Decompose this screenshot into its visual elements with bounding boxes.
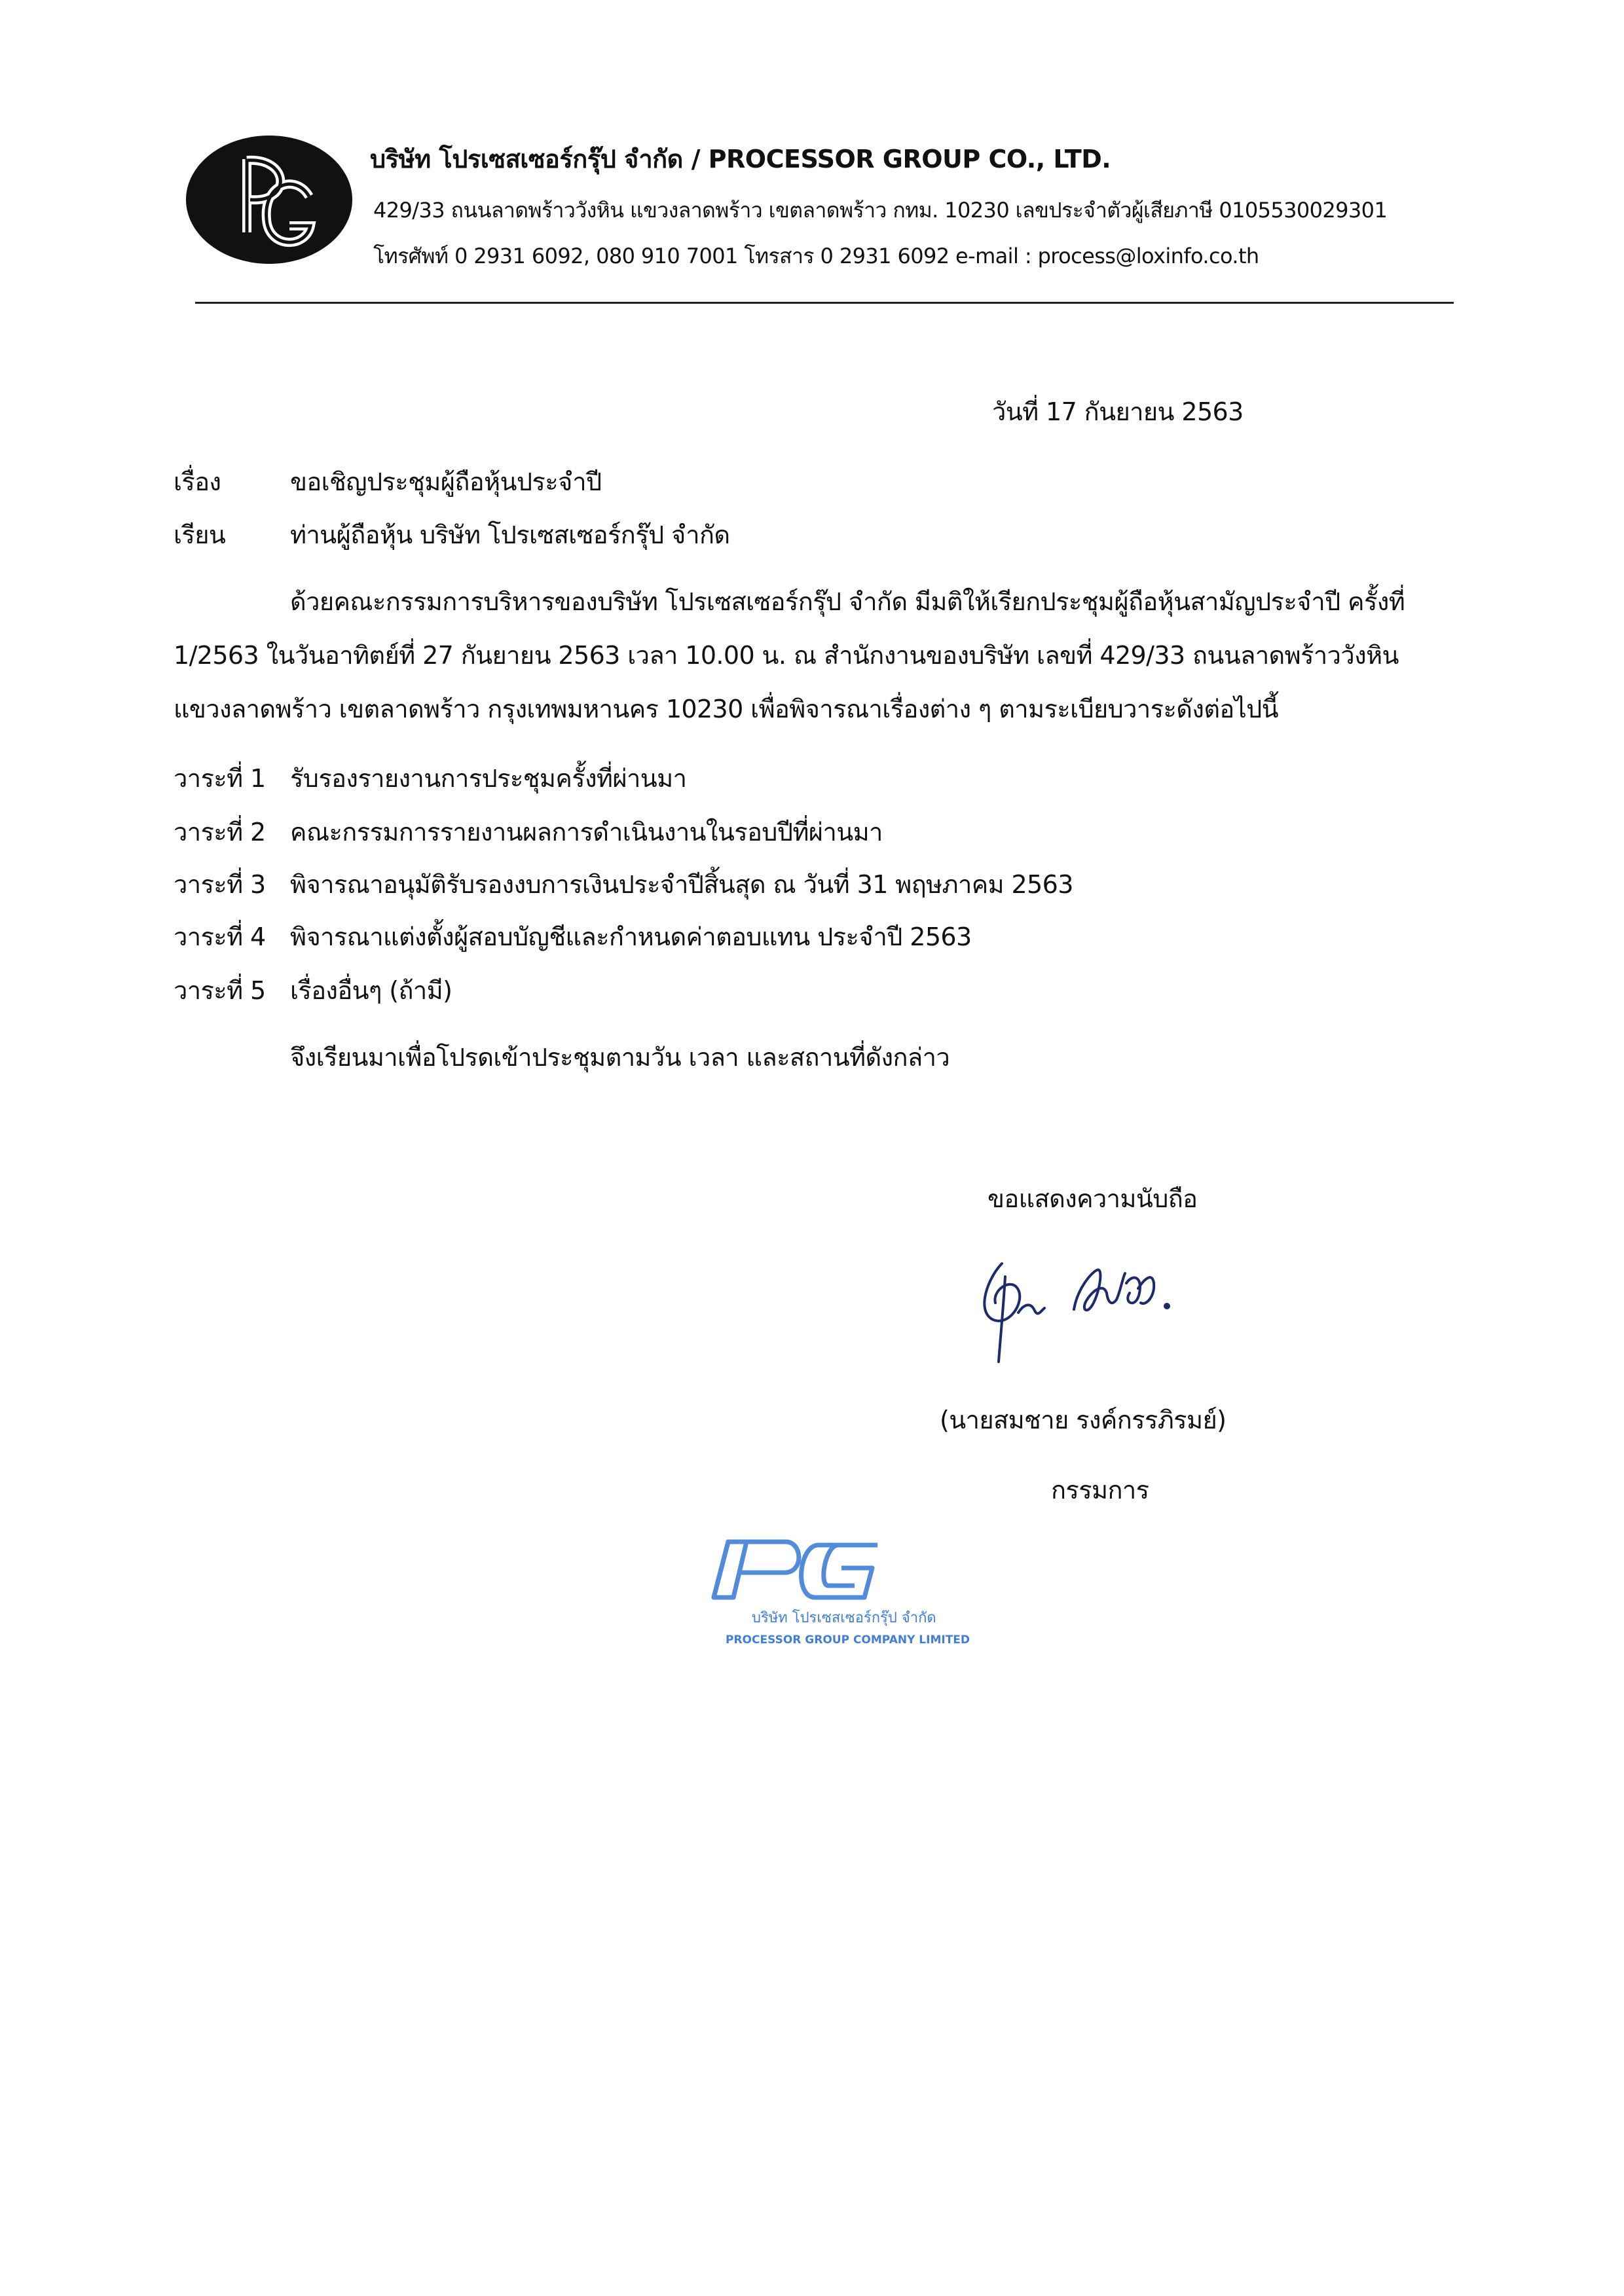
- agenda-item-text: พิจารณาแต่งตั้งผู้สอบบัญชีและกำหนดค่าตอบแทน ประจำปี 2563: [290, 922, 972, 951]
- body-line: 1/2563 ในวันอาทิตย์ที่ 27 กันยายน 2563 เวลา 10.00 น. ณ สำนักงานของบริษัท เลขที่ 429/33 ถนนลาดพร้าววังหิน: [174, 641, 1399, 670]
- pg-monogram-logo-icon: [185, 134, 354, 265]
- agenda-item-label: วาระที่ 3: [174, 870, 266, 899]
- agenda-item-text: รับรองรายงานการประชุมครั้งที่ผ่านมา: [290, 764, 687, 793]
- subject-value: ขอเชิญประชุมผู้ถือหุ้นประจำปี: [290, 467, 602, 496]
- agenda-item-text: เรื่องอื่นๆ (ถ้ามี): [290, 976, 452, 1005]
- stamp-thai-text: บริษัท โปรเซสเซอร์กรุ๊ป จำกัด: [752, 1610, 936, 1626]
- agenda-item-text: คณะกรรมการรายงานผลการดำเนินงานในรอบปีที่ผ่านมา: [290, 818, 883, 847]
- company-address: 429/33 ถนนลาดพร้าววังหิน แขวงลาดพร้าว เขตลาดพร้าว กทม. 10230 เลขประจำตัวผู้เสียภาษี 0105530029301: [373, 198, 1388, 223]
- letter-date: วันที่ 17 กันยายน 2563: [992, 397, 1244, 426]
- company-stamp-icon: [688, 1525, 1002, 1650]
- body-line: ด้วยคณะกรรมการบริหารของบริษัท โปรเซสเซอร์กรุ๊ป จำกัด มีมติให้เรียกประชุมผู้ถือหุ้นสามัญประจำปี ครั้งที่: [290, 587, 1405, 616]
- body-line: แขวงลาดพร้าว เขตลาดพร้าว กรุงเทพมหานคร 10230 เพื่อพิจารณาเรื่องต่าง ๆ ตามระเบียบวาระดังต่อไปนี้: [174, 695, 1279, 723]
- agenda-item-label: วาระที่ 1: [174, 764, 266, 793]
- handwritten-signature-icon: [963, 1237, 1205, 1368]
- signer-name: (นายสมชาย รงค์กรรภิรมย์): [940, 1406, 1227, 1434]
- agenda-item-label: วาระที่ 4: [174, 922, 266, 951]
- stamp-english-text: PROCESSOR GROUP COMPANY LIMITED: [726, 1633, 970, 1647]
- company-contact: โทรศัพท์ 0 2931 6092, 080 910 7001 โทรสาร 0 2931 6092 e-mail : process@loxinfo.co.th: [373, 244, 1259, 268]
- recipient-value: ท่านผู้ถือหุ้น บริษัท โปรเซสเซอร์กรุ๊ป จำกัด: [290, 520, 730, 549]
- regards-line: ขอแสดงความนับถือ: [987, 1184, 1198, 1213]
- body-paragraph: [174, 575, 1457, 736]
- signer-title: กรรมการ: [1051, 1476, 1149, 1504]
- agenda-item-label: วาระที่ 5: [174, 976, 266, 1005]
- recipient-label: เรียน: [174, 520, 226, 549]
- subject-label: เรื่อง: [174, 467, 221, 496]
- agenda-item-label: วาระที่ 2: [174, 818, 266, 847]
- header-divider: [195, 302, 1454, 304]
- closing-line: จึงเรียนมาเพื่อโปรดเข้าประชุมตามวัน เวลา และสถานที่ดังกล่าว: [290, 1043, 950, 1072]
- agenda-item-text: พิจารณาอนุมัติรับรองงบการเงินประจำปีสิ้นสุด ณ วันที่ 31 พฤษภาคม 2563: [290, 870, 1073, 899]
- company-name: บริษัท โปรเซสเซอร์กรุ๊ป จำกัด / PROCESSOR GROUP CO., LTD.: [370, 145, 1111, 173]
